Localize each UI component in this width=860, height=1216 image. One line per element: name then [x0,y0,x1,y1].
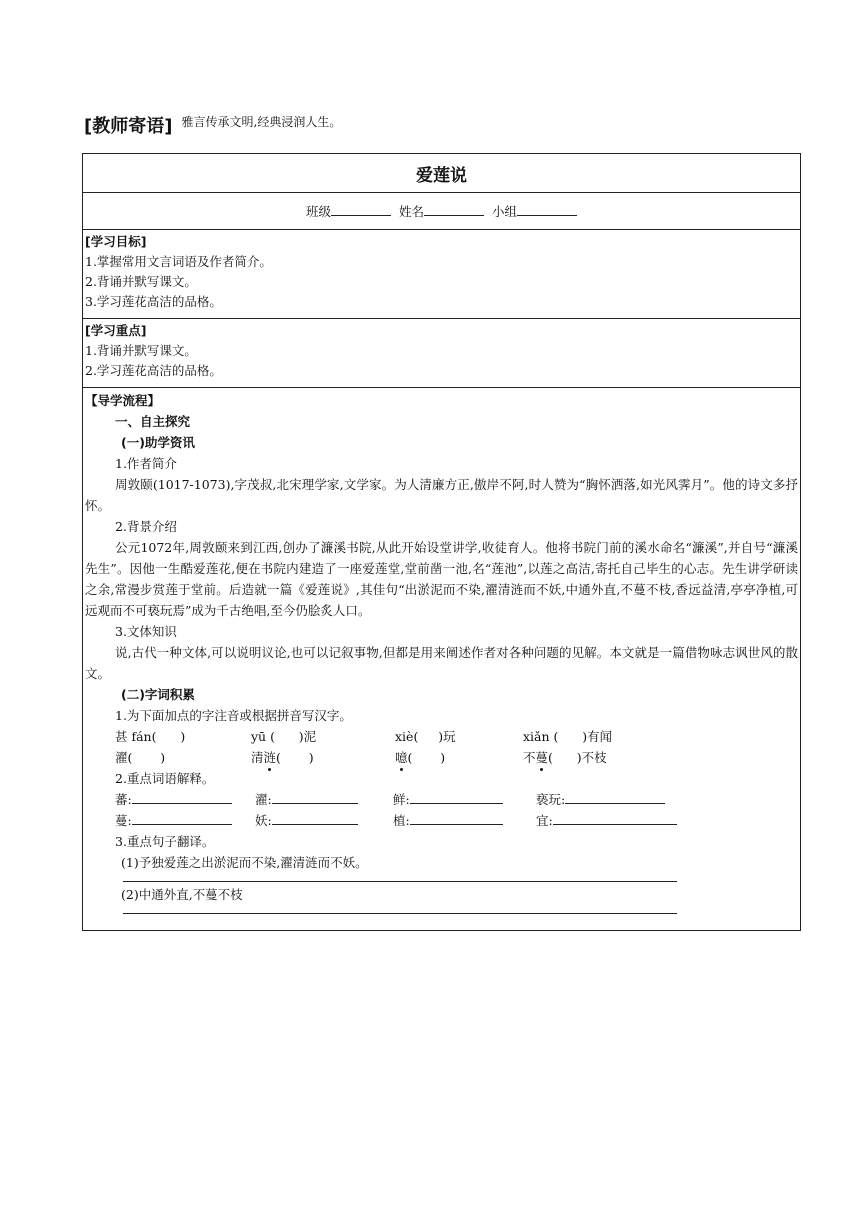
name-field[interactable] [399,202,484,220]
vocab-blank[interactable] [132,812,232,825]
vocab-cell[interactable] [536,810,686,831]
vocab-word: 鲜: [393,792,410,807]
group-blank[interactable] [517,203,577,216]
teacher-message [84,112,341,138]
objectives-heading: [学习目标] [85,234,147,249]
translation-item: (1)予独爱莲之出淤泥而不染,濯清涟而不妖。 [121,855,368,870]
objective-item: 1.掌握常用文言词语及作者简介。 [85,254,272,269]
class-label: 班级 [305,204,331,219]
vocab-word: 蕃: [115,792,132,807]
question-two: 2.重点词语解释。 [115,771,215,786]
char: 清 [251,750,264,765]
teacher-message-label: [教师寄语] [84,116,173,137]
vocab-cell[interactable] [255,810,393,831]
pinyin-item[interactable]: xiǎn ( )有闻 [523,729,613,744]
pinyin-item[interactable] [251,747,395,768]
vocab-cell[interactable] [255,789,393,810]
pinyin-row-one [85,726,798,747]
flow-heading: 【导学流程】 [85,393,161,408]
translation-item: (2)中通外直,不蔓不枝 [121,887,243,902]
worksheet-title: 爱莲说 [83,154,800,193]
vocab-cell[interactable] [115,789,255,810]
vocab-word: 濯: [255,792,272,807]
author-intro-title: 1.作者简介 [115,456,177,471]
vocab-cell[interactable] [536,789,686,810]
pinyin-item[interactable] [395,747,523,768]
vocab-blank[interactable] [272,791,358,804]
genre-title: 3.文体知识 [115,624,177,639]
blank: ( )不枝 [548,750,607,765]
vocab-cell[interactable] [393,810,536,831]
question-one: 1.为下面加点的字注音或根据拼音写汉字。 [115,708,352,723]
vocab-blank[interactable] [565,791,665,804]
class-blank[interactable] [331,203,391,216]
answer-line[interactable] [123,905,677,914]
author-intro-text: 周敦颐(1017-1073),字茂叔,北宋理学家,文学家。为人清廉方正,傲岸不阿,时人赞为“胸怀洒落,如光风霁月”。他的诗文多抒怀。 [85,477,798,513]
learning-objectives [83,230,800,319]
teacher-message-motto: 雅言传承文明,经典浸润人生。 [181,115,342,129]
class-field[interactable] [306,202,391,220]
sub-two-heading: (二)字词积累 [121,687,195,702]
blank: ( ) [276,750,314,765]
background-text: 公元1072年,周敦颐来到江西,创办了濂溪书院,从此开始设堂讲学,收徒育人。他将书院门前的溪水命名“濂溪”,并自号“濂溪先生”。因他一生酷爱莲花,便在书院内建造了一座爱莲堂,堂前凿一池,名“莲池”,以莲之高洁,寄托自己毕生的心志。先生讲学研读之余,常漫步赏莲于堂前。后造就一篇《爱莲说》,其佳句“出淤泥而不染,濯清涟而不妖,中通外直,不蔓不枝,香远益清,亭亭净植,可远观而不可亵玩焉”成为千古绝唱,至今仍脍炙人口。 [85,540,798,618]
vocab-cell[interactable] [393,789,536,810]
question-three: 3.重点句子翻译。 [115,834,215,849]
vocab-blank[interactable] [410,812,503,825]
background-title: 2.背景介绍 [115,519,177,534]
dotted-char: 噫 [395,747,408,768]
pinyin-item[interactable]: 濯( ) [115,750,166,765]
vocab-cell[interactable] [115,810,255,831]
pinyin-item[interactable] [523,747,607,768]
guided-study-flow [83,388,800,930]
focus-heading: [学习重点] [85,323,147,338]
name-label: 姓名 [398,204,424,219]
pinyin-item[interactable]: xiè( )玩 [395,729,456,744]
group-label: 小组 [492,204,518,219]
focus-item: 1.背诵并默写课文。 [85,343,197,358]
vocab-blank[interactable] [410,791,503,804]
focus-item: 2.学习莲花高洁的品格。 [85,363,222,378]
vocab-blank[interactable] [132,791,232,804]
genre-text: 说,古代一种文体,可以说明议论,也可以记叙事物,但都是用来阐述作者对各种问题的见解。本文就是一篇借物咏志讽世风的散文。 [85,645,798,681]
part-one-heading: 一、自主探究 [115,414,191,429]
sub-one-heading: (一)助学资讯 [121,435,195,450]
vocab-word: 蔓: [115,813,132,828]
vocab-word: 妖: [255,813,272,828]
answer-line[interactable] [123,873,677,882]
pinyin-row-two [85,747,798,768]
blank: ( ) [407,750,446,765]
learning-focus [83,319,800,388]
char: 不 [523,750,536,765]
vocab-blank[interactable] [553,812,677,825]
pinyin-item[interactable]: 甚 fán( ) [115,729,186,744]
name-blank[interactable] [424,203,484,216]
dotted-char: 涟 [264,747,277,768]
vocab-word: 宜: [536,813,553,828]
student-info-row [83,193,800,230]
objective-item: 2.背诵并默写课文。 [85,274,197,289]
group-field[interactable] [492,202,577,220]
dotted-char: 蔓 [536,747,549,768]
vocab-blank[interactable] [272,812,358,825]
pinyin-item[interactable]: yū ( )泥 [251,729,317,744]
objective-item: 3.学习莲花高洁的品格。 [85,294,222,309]
vocab-word: 亵玩: [536,792,566,807]
worksheet-table [82,153,801,931]
vocab-grid [85,789,798,831]
vocab-word: 植: [393,813,410,828]
